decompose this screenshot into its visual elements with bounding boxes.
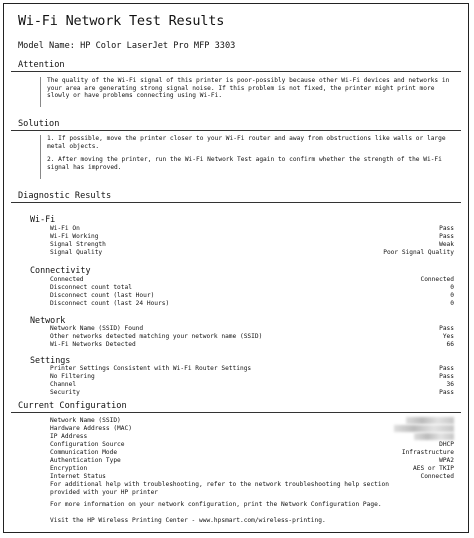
test-results-page	[3, 3, 469, 533]
row-value: Connected	[420, 276, 454, 283]
connectivity-row	[50, 292, 454, 300]
solution-step-2: 2. After moving the printer, run the Wi-Fi Network Test again to confirm whether the strength of the Wi-Fi signal has improved.	[47, 156, 442, 171]
wifi-row	[50, 241, 454, 249]
row-label: Other networks detected matching your network name (SSID)	[50, 333, 263, 340]
settings-row	[50, 373, 454, 381]
row-value: 0	[450, 292, 454, 299]
connectivity-row	[50, 284, 454, 292]
row-value: Pass	[439, 373, 454, 380]
row-label: Disconnect count total	[50, 284, 132, 291]
row-label: Network Name (SSID) Found	[50, 325, 144, 332]
attention-text: The quality of the Wi-Fi signal of this printer is poor-possibly because other Wi-Fi devices and networks in your area are generating strong signal noise. If this problem is not fixed, the printer might print more slowly or have problems connecting using Wi-Fi.	[47, 77, 450, 100]
configuration-section-header	[11, 400, 461, 413]
row-label: Channel	[50, 381, 77, 388]
wifi-row	[50, 249, 454, 257]
row-label: Communication Mode	[50, 449, 118, 456]
connectivity-row	[50, 300, 454, 308]
solution-heading: Solution	[18, 119, 60, 129]
row-label: Internet Status	[50, 473, 106, 480]
row-value: Weak	[439, 241, 454, 248]
row-label: Hardware Address (MAC)	[50, 425, 132, 432]
row-label: Configuration Source	[50, 441, 125, 448]
diagnostic-section-header	[11, 190, 461, 203]
row-label: Connected	[50, 276, 84, 283]
attention-heading: Attention	[18, 60, 65, 70]
row-value: WPA2	[439, 457, 454, 464]
configuration-heading: Current Configuration	[18, 401, 127, 411]
row-value: Pass	[439, 389, 454, 396]
solution-box	[40, 135, 458, 179]
attention-section-header	[11, 59, 461, 72]
row-value: Yes	[442, 333, 454, 340]
row-value: Connected	[420, 473, 454, 480]
config-row	[50, 465, 454, 473]
row-label: Disconnect count (last 24 Hours)	[50, 300, 170, 307]
row-value: Pass	[439, 325, 454, 332]
network-row	[50, 341, 454, 349]
network-row	[50, 325, 454, 333]
row-label: Wi-Fi On	[50, 225, 80, 232]
row-label: Signal Strength	[50, 241, 106, 248]
wifi-group-title: Wi-Fi	[30, 214, 56, 224]
row-value: Infrastructure	[401, 449, 454, 456]
row-label: Printer Settings Consistent with Wi-Fi Router Settings	[50, 365, 252, 372]
row-label: Encryption	[50, 465, 88, 472]
row-label: Wi-Fi Networks Detected	[50, 341, 136, 348]
config-row	[50, 441, 454, 449]
settings-row	[50, 365, 454, 373]
page-title: Wi-Fi Network Test Results	[18, 13, 225, 29]
row-value: 66	[446, 341, 454, 348]
config-row	[50, 417, 454, 425]
network-group-title: Network	[30, 315, 66, 325]
row-label: Disconnect count (last Hour)	[50, 292, 155, 299]
config-row	[50, 449, 454, 457]
row-label: No Filtering	[50, 373, 95, 380]
attention-box	[40, 77, 458, 107]
row-label: Wi-Fi Working	[50, 233, 99, 240]
help-network-config-text: For more information on your network configuration, print the Network Configuration Page.	[50, 501, 382, 508]
row-value: 0	[450, 300, 454, 307]
help-troubleshooting-text: For additional help with troubleshooting, refer to the network troubleshooting help section provided with your HP printer	[50, 481, 389, 496]
help-wireless-center-text: Visit the HP Wireless Printing Center - www.hpsmart.com/wireless-printing.	[50, 517, 326, 524]
diagnostic-heading: Diagnostic Results	[18, 191, 112, 201]
connectivity-row	[50, 276, 454, 284]
connectivity-group-title: Connectivity	[30, 265, 91, 275]
row-value: 36	[446, 381, 454, 388]
row-value: Poor Signal Quality	[383, 249, 454, 256]
row-label: Network Name (SSID)	[50, 417, 121, 424]
solution-section-header	[11, 118, 461, 131]
wifi-row	[50, 225, 454, 233]
settings-row	[50, 389, 454, 397]
settings-group-title: Settings	[30, 355, 71, 365]
solution-step-1: 1. If possible, move the printer closer to your Wi-Fi router and away from obstructions like walls or large metal objects.	[47, 135, 446, 150]
settings-row	[50, 381, 454, 389]
wifi-row	[50, 233, 454, 241]
row-value: DHCP	[439, 441, 454, 448]
config-row	[50, 433, 454, 441]
row-value: Pass	[439, 233, 454, 240]
config-row	[50, 473, 454, 481]
config-row	[50, 457, 454, 465]
row-value: Pass	[439, 365, 454, 372]
network-row	[50, 333, 454, 341]
model-name: Model Name: HP Color LaserJet Pro MFP 3303	[18, 41, 236, 51]
row-value: AES or TKIP	[413, 465, 454, 472]
row-value: Pass	[439, 225, 454, 232]
row-label: Authentication Type	[50, 457, 121, 464]
row-label: IP Address	[50, 433, 88, 440]
row-label: Signal Quality	[50, 249, 103, 256]
row-label: Security	[50, 389, 80, 396]
config-row	[50, 425, 454, 433]
row-value: 0	[450, 284, 454, 291]
